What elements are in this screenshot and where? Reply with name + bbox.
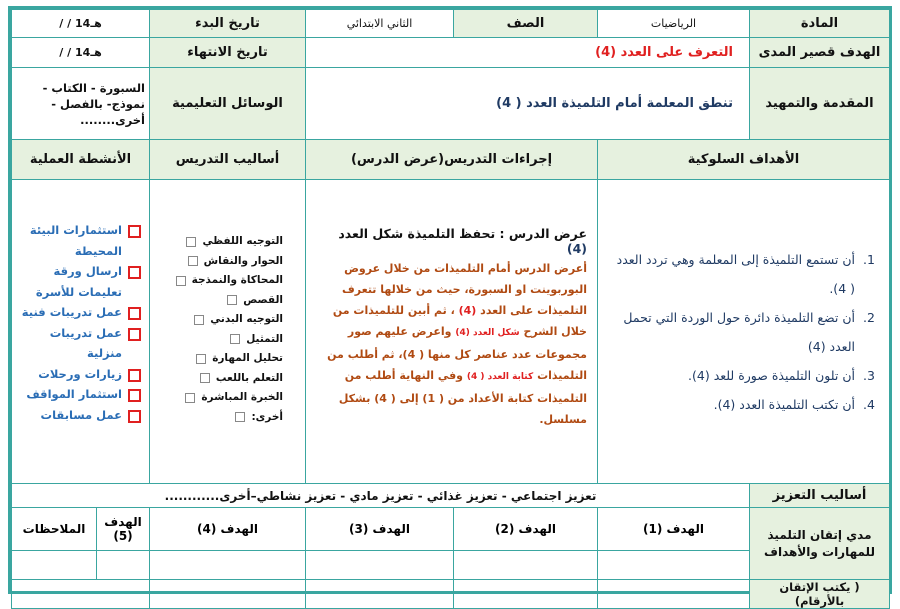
row-mastery-note [12, 580, 890, 609]
objective-item: 4. أن تكتب التلميذة العدد (4). [608, 390, 859, 419]
method-checkbox[interactable] [235, 412, 245, 422]
objective-item: 3. أن تلون التلميذة صورة للعد (4). [608, 361, 859, 390]
method-item[interactable]: تحليل المهارة [154, 349, 283, 369]
note-blank-2 [454, 580, 598, 609]
row-mastery [12, 508, 890, 551]
note-blank-3 [306, 580, 454, 609]
intro-label: المقدمة والتمهيد [750, 68, 890, 140]
procedure-number-1: (4) [458, 304, 477, 317]
reinforcement-label: أساليب التعزيز [750, 484, 890, 508]
end-date-value: / / 14هـ [12, 38, 150, 68]
subject-value: الرياضيات [598, 10, 750, 38]
row-lesson-body [12, 180, 890, 484]
procedure-title [326, 226, 587, 256]
method-item[interactable]: القصص [154, 291, 283, 311]
procedure-cell [306, 180, 598, 484]
method-checkbox[interactable] [188, 256, 198, 266]
method-item[interactable]: أخرى: [154, 408, 283, 428]
goal-1-header: الهدف (1) [598, 508, 750, 551]
method-item[interactable]: التمثيل [154, 330, 283, 350]
method-item[interactable]: التوجيه اللفظي [154, 232, 283, 252]
procedure-body [326, 258, 587, 430]
methods-header: أساليب التدريس [150, 140, 306, 180]
goal-1-input[interactable] [598, 551, 750, 580]
intro-value: تنطق المعلمة أمام التلميذة العدد ( 4) [306, 68, 750, 140]
activity-item[interactable]: عمل مسابقات [18, 405, 141, 426]
method-checkbox[interactable] [176, 276, 186, 286]
mastery-label: مدي إتقان التلميذ للمهارات والأهداف [750, 508, 890, 580]
method-item[interactable]: الحوار والنقاش [154, 252, 283, 272]
goal-5-header: الهدف (5) [96, 508, 149, 550]
procedures-header: إجراءات التدريس(عرض الدرس) [306, 140, 598, 180]
row-intro [12, 68, 890, 140]
lesson-plan-sheet [8, 6, 892, 608]
note-blank-1 [598, 580, 750, 609]
grade-value: الثاني الابتدائي [306, 10, 454, 38]
goal-5-input[interactable] [96, 551, 149, 579]
method-checkbox[interactable] [186, 237, 196, 247]
activities-cell [12, 180, 150, 484]
resources-label: الوسائل التعليمية [150, 68, 306, 140]
end-date-label: تاريخ الانتهاء [150, 38, 306, 68]
activity-checkbox[interactable] [128, 410, 141, 423]
row-column-headers [12, 140, 890, 180]
goal-2-input[interactable] [454, 551, 598, 580]
goal-4-input[interactable] [150, 551, 306, 580]
procedure-text-1: أعرض الدرس أمام التلميذات من خلال عروض البوربوينت او السبورة، حيث من خلالها تتعرف التلميذات على العدد [341, 262, 587, 317]
procedure-title-number: (4) [566, 241, 587, 256]
objective-item: 1. أن تستمع التلميذة إلى المعلمة وهي تردد العدد ( 4). [608, 245, 859, 303]
activity-checkbox[interactable] [128, 369, 141, 382]
start-date-value: / / 14هـ [12, 10, 150, 38]
method-item[interactable]: الخبرة المباشرة [154, 388, 283, 408]
procedure-highlight-2: كتابة العدد ( 4) [466, 372, 534, 382]
goal-label: الهدف قصير المدى [750, 38, 890, 68]
method-checkbox[interactable] [230, 334, 240, 344]
activity-checkbox[interactable] [128, 307, 141, 320]
method-item[interactable]: المحاكاة والنمذجة [154, 271, 283, 291]
remarks-input[interactable] [12, 551, 96, 579]
goal-4-header: الهدف (4) [150, 508, 306, 551]
activity-item[interactable]: ارسال ورقة تعليمات للأسرة [18, 261, 141, 302]
activities-header: الأنشطة العملية [12, 140, 150, 180]
goal-5-remarks-cell [12, 508, 150, 551]
objective-item: 2. أن تضع التلميذة دائرة حول الوردة التي تحمل العدد (4) [608, 303, 859, 361]
activity-checkbox[interactable] [128, 389, 141, 402]
activity-checkbox[interactable] [128, 328, 141, 341]
activity-item[interactable]: استثمارات البيئة المحيطة [18, 220, 141, 261]
procedure-text-3: واعرض عليهم صور مجموعات عدد عناصر كل منها ( 4)، ثم أطلب من التلميذات [327, 325, 587, 382]
goal-3-input[interactable] [306, 551, 454, 580]
activity-checkbox[interactable] [128, 266, 141, 279]
resources-value: السبورة - الكتاب - نموذج- بالفصل - أخرى........ [12, 68, 150, 140]
activity-item[interactable]: عمل تدريبات فنية [18, 302, 141, 323]
goal-3-header: الهدف (3) [306, 508, 454, 551]
method-checkbox[interactable] [196, 354, 206, 364]
objectives-header: الأهداف السلوكية [598, 140, 890, 180]
method-checkbox[interactable] [200, 373, 210, 383]
procedure-text-2: ، ثم أبين للتلميذات من خلال الشرح [332, 304, 587, 338]
method-item[interactable]: التعلم باللعب [154, 369, 283, 389]
procedure-title-text: عرض الدرس : تحفظ التلميذة شكل العدد [338, 226, 587, 241]
objectives-cell [598, 180, 890, 484]
lesson-plan-table [11, 9, 890, 609]
row-subject [12, 10, 890, 38]
reinforcement-value: تعزيز اجتماعي - تعزيز غذائي - تعزيز مادي - تعزيز نشاطي–أخرى............ [12, 484, 750, 508]
mastery-note: ( يكتب الإتقان بالأرقام) [750, 580, 890, 609]
goal-5-remarks-input-cell [12, 551, 150, 580]
methods-cell [150, 180, 306, 484]
activity-item[interactable]: استثمار المواقف [18, 384, 141, 405]
method-item[interactable]: التوجيه البدني [154, 310, 283, 330]
activity-item[interactable]: زيارات ورحلات [18, 364, 141, 385]
goal-2-header: الهدف (2) [454, 508, 598, 551]
procedure-highlight-1: شكل العدد (4) [455, 328, 520, 338]
row-goal [12, 38, 890, 68]
activity-checkbox[interactable] [128, 225, 141, 238]
activities-list [18, 220, 141, 425]
method-checkbox[interactable] [185, 393, 195, 403]
method-checkbox[interactable] [227, 295, 237, 305]
objectives-list [602, 245, 885, 419]
row-reinforcement [12, 484, 890, 508]
remarks-header: الملاحظات [22, 522, 86, 536]
methods-list [154, 232, 283, 427]
activity-item[interactable]: عمل تدريبات منزلية [18, 323, 141, 364]
subject-label: المادة [750, 10, 890, 38]
grade-label: الصف [454, 10, 598, 38]
goal-value: التعرف على العدد (4) [306, 38, 750, 68]
note-blank-5 [12, 580, 150, 609]
method-checkbox[interactable] [194, 315, 204, 325]
start-date-label: تاريخ البدء [150, 10, 306, 38]
procedure-text-4: وفي النهاية أطلب من التلميذات كتابة الأعداد من ( 1) إلى ( 4) بشكل مسلسل. [338, 369, 587, 426]
note-blank-4 [150, 580, 306, 609]
